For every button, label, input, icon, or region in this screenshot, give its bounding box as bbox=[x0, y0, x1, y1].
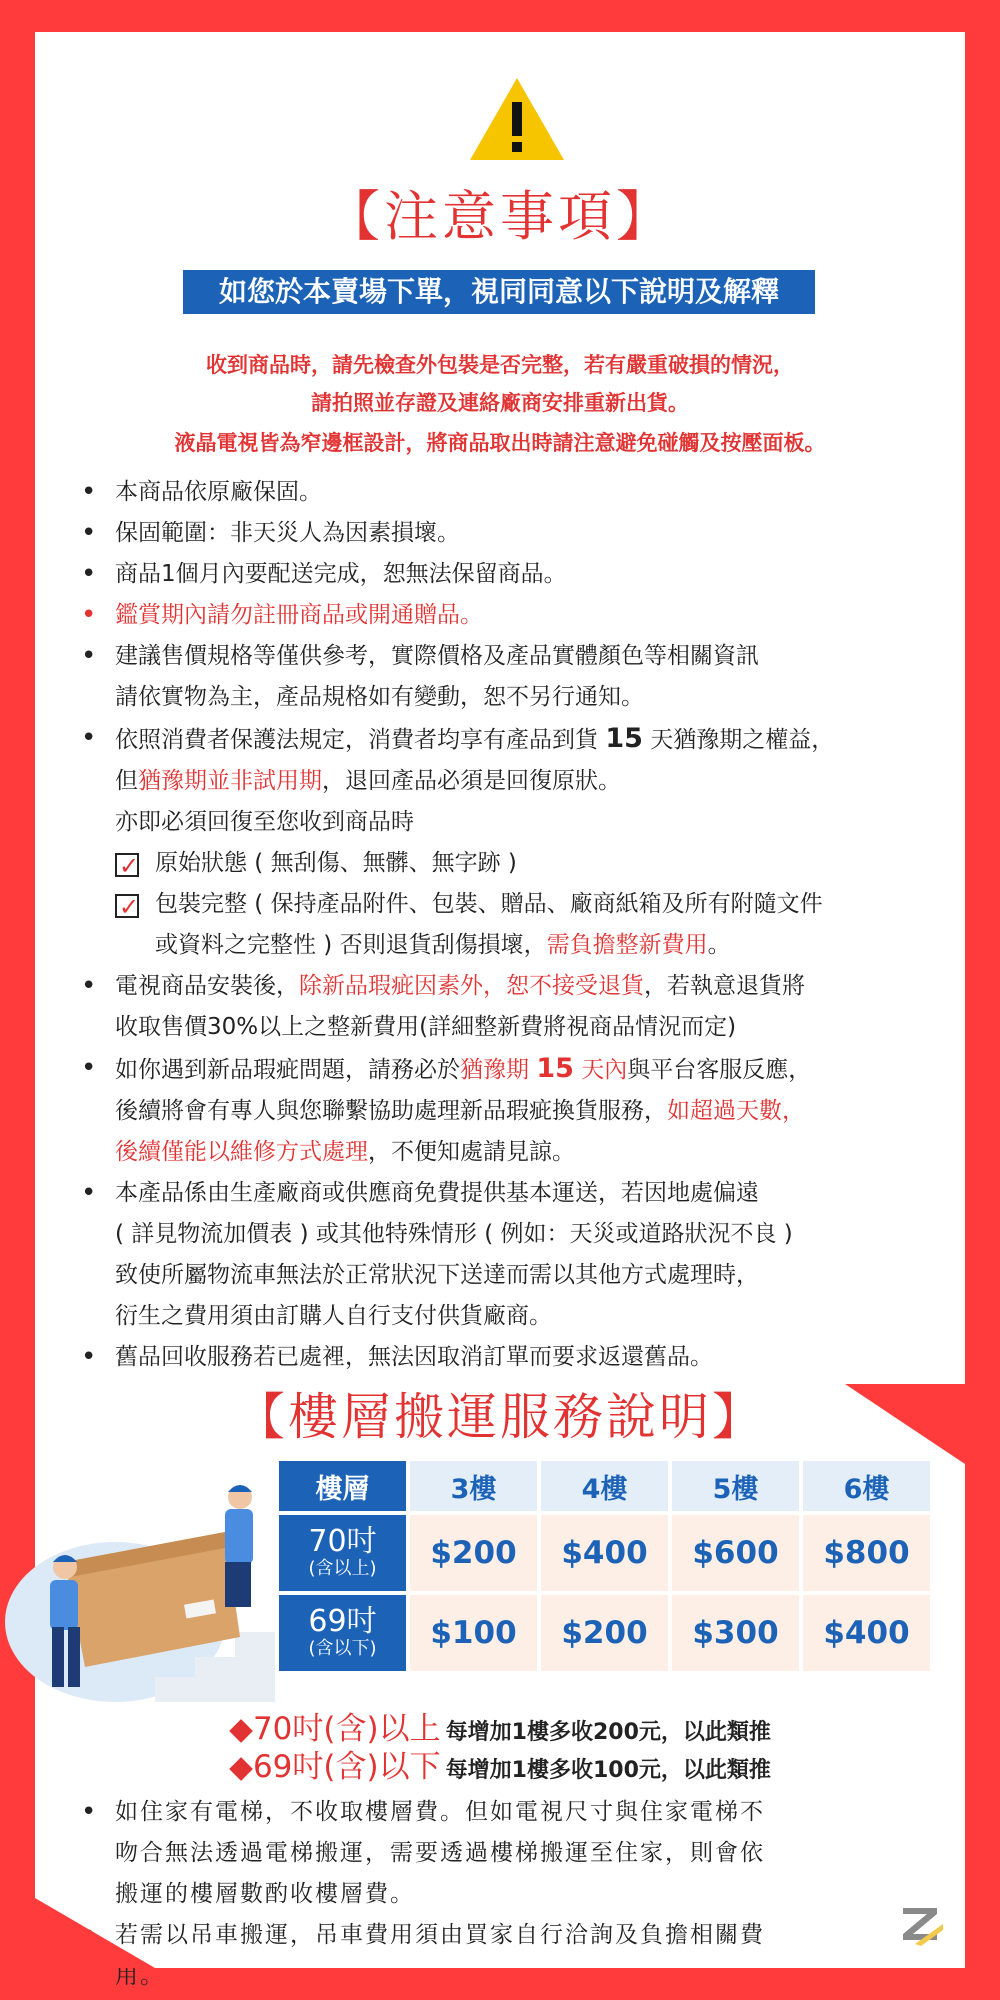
table-header: 樓層 bbox=[279, 1461, 406, 1511]
notice-card bbox=[35, 32, 965, 1989]
list-item: • 商品1個月內要配送完成，恕無法保留商品。 bbox=[75, 554, 955, 595]
checklist-item: ✓ 原始狀態 ( 無刮傷、無髒、無字跡 ) bbox=[75, 843, 955, 884]
list-item: • 本產品係由生產廠商或供應商免費提供基本運送，若因地處偏遠 ( 詳見物流加價表 ) 或其他特殊情形 ( 例如：天災或道路狀況不良 ) 致使所屬物流車無法於正常狀況下送達而需以其他方式處理時， 衍生之費用須由訂購人自行支付供貨廠商。 bbox=[75, 1173, 955, 1337]
price-cell: $200 bbox=[541, 1595, 668, 1671]
price-cell: $800 bbox=[803, 1515, 930, 1591]
list-item: • 若需以吊車搬運，吊車費用須由買家自行洽詢及負擔相關費 用。 bbox=[75, 1915, 955, 1997]
brand-logo-icon bbox=[897, 1900, 945, 1946]
floor-fee-table bbox=[275, 1457, 934, 1675]
table-header: 4樓 bbox=[541, 1461, 668, 1511]
price-cell: $400 bbox=[803, 1595, 930, 1671]
red-notice-1: 收到商品時，請先檢查外包裝是否完整，若有嚴重破損的情況， bbox=[206, 353, 794, 377]
price-cell: $100 bbox=[410, 1595, 537, 1671]
table-header: 6樓 bbox=[803, 1461, 930, 1511]
checklist-item: ✓ 包裝完整 ( 保持產品附件、包裝、贈品、廠商紙箱及所有附隨文件 或資料之完整性 ) 否則退貨刮傷損壞，需負擔整新費用。 bbox=[75, 884, 955, 966]
section-title: 【樓層搬運服務說明】 bbox=[235, 1388, 765, 1446]
page-title: 【注意事項】 bbox=[326, 185, 674, 248]
table-row bbox=[279, 1595, 930, 1671]
agreement-banner: 如您於本賣場下單，視同同意以下說明及解釋 bbox=[183, 270, 815, 314]
list-item: • 鑑賞期內請勿註冊商品或開通贈品。 bbox=[75, 595, 955, 636]
row-header: 69吋 (含以下) bbox=[279, 1595, 406, 1671]
list-item: • 本商品依原廠保固。 bbox=[75, 472, 955, 513]
table-row bbox=[279, 1515, 930, 1591]
price-cell: $600 bbox=[672, 1515, 799, 1591]
price-cell: $200 bbox=[410, 1515, 537, 1591]
list-item: • 建議售價規格等僅供參考，實際價格及產品實體顏色等相關資訊 請依實物為主，產品規格如有變動，恕不另行通知。 bbox=[75, 636, 955, 718]
terms-list bbox=[75, 472, 955, 1378]
mover-illustration bbox=[25, 1472, 275, 1702]
floor-note-1: ◆70吋(含)以上 每增加1樓多收200元，以此類推 bbox=[229, 1711, 771, 1747]
red-notice-2: 請拍照並存證及連絡廠商安排重新出貨。 bbox=[311, 391, 689, 415]
list-item: • 電視商品安裝後，除新品瑕疵因素外，恕不接受退貨，若執意退貨將 收取售價30%以上之整新費用(詳細整新費將視商品情況而定) bbox=[75, 966, 955, 1048]
table-header-row bbox=[279, 1461, 930, 1511]
table-header: 3樓 bbox=[410, 1461, 537, 1511]
list-item: • 如住家有電梯，不收取樓層費。但如電視尺寸與住家電梯不 吻合無法透過電梯搬運，需要透過樓梯搬運至住家，則會依 搬運的樓層數酌收樓層費。 bbox=[75, 1792, 955, 1915]
floor-terms-list bbox=[75, 1792, 955, 1997]
floor-note-2: ◆69吋(含)以下 每增加1樓多收100元，以此類推 bbox=[229, 1749, 771, 1785]
table-header: 5樓 bbox=[672, 1461, 799, 1511]
red-notice-3: 液晶電視皆為窄邊框設計，將商品取出時請注意避免碰觸及按壓面板。 bbox=[174, 431, 826, 455]
list-item: • 依照消費者保護法規定，消費者均享有產品到貨 15 天猶豫期之權益， 但猶豫期並非試用期，退回產品必須是回復原狀。 亦即必須回復至您收到商品時 bbox=[75, 718, 955, 843]
price-cell: $400 bbox=[541, 1515, 668, 1591]
list-item: • 保固範圍：非天災人為因素損壞。 bbox=[75, 513, 955, 554]
row-header: 70吋 (含以上) bbox=[279, 1515, 406, 1591]
warning-icon bbox=[467, 74, 567, 164]
list-item: • 舊品回收服務若已處裡，無法因取消訂單而要求返還舊品。 bbox=[75, 1337, 955, 1378]
corner-decoration bbox=[35, 1898, 155, 1968]
list-item: • 如你遇到新品瑕疵問題，請務必於猶豫期 15 天內與平台客服反應， 後續將會有專人與您聯繫協助處理新品瑕疵換貨服務，如超過天數， 後續僅能以維修方式處理，不便知處請見諒。 bbox=[75, 1048, 955, 1173]
price-cell: $300 bbox=[672, 1595, 799, 1671]
